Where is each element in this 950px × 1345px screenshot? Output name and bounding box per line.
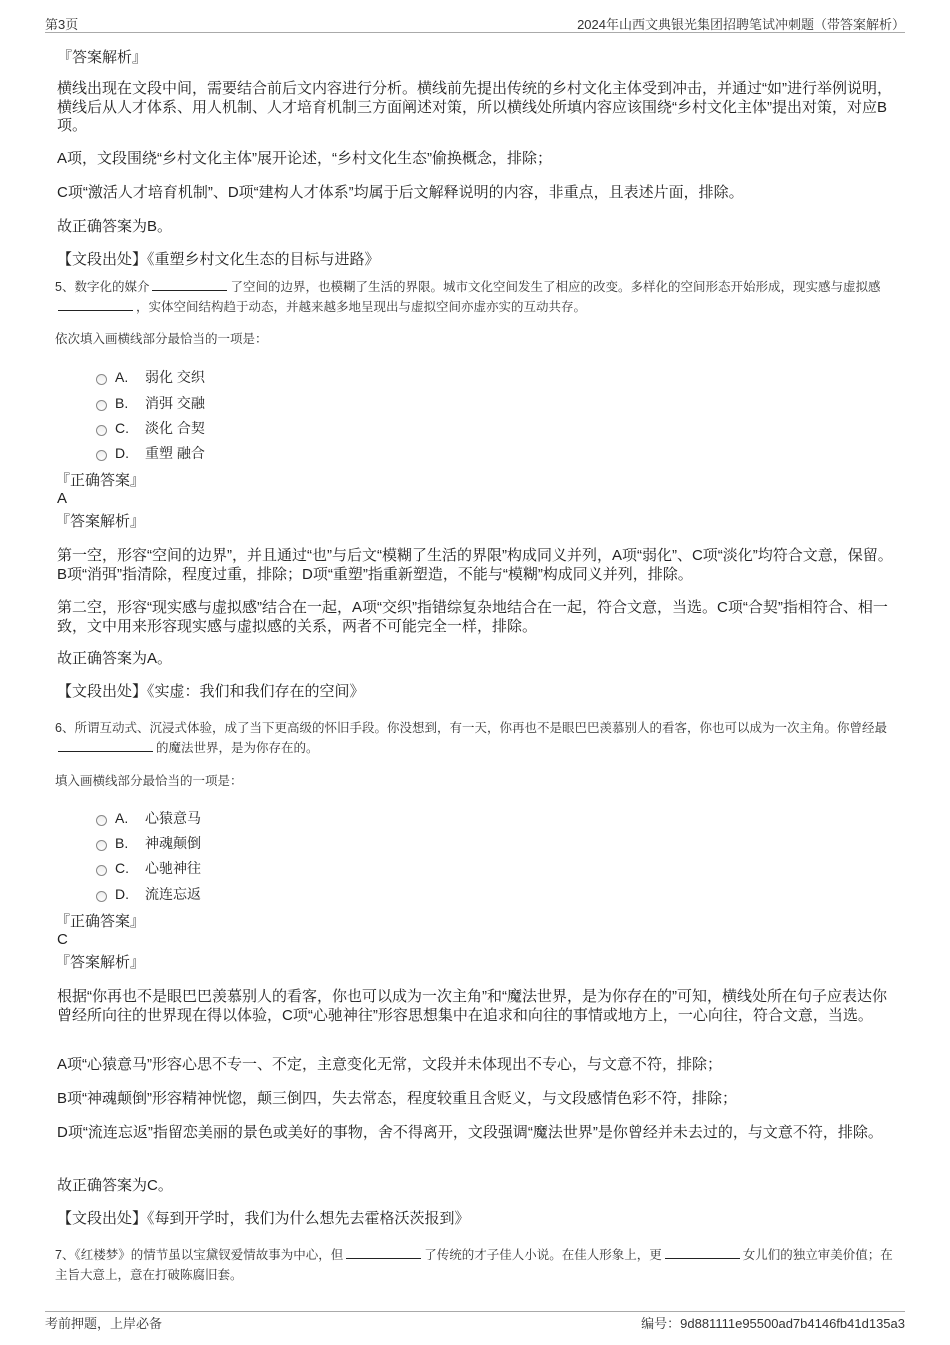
option-b[interactable] (96, 833, 201, 853)
stem-text: 的魔法世界，是为你存在的。 (156, 740, 319, 755)
analysis-conclusion: 故正确答案为C。 (57, 1177, 173, 1194)
question-prompt: 依次填入画横线部分最恰当的一项是： (55, 332, 268, 346)
stem-text: 5、数字化的媒介 (55, 280, 150, 294)
stem-text: 6、所谓互动式、沉浸式体验，成了当下更高级的怀旧手段。你没想到，有一天，你再也不是眼巴巴羡慕别人的看客，你也可以成为一次主角。你曾经最 (55, 721, 887, 735)
blank-line (346, 1246, 421, 1259)
analysis-conclusion: 故正确答案为A。 (57, 650, 173, 667)
blank-line (152, 278, 227, 291)
source-citation: 【文段出处】《重塑乡村文化生态的目标与进路》 (57, 251, 380, 268)
analysis-paragraph: 横线出现在文段中间，需要结合前后文内容进行分析。横线前先提出传统的乡村文化主体受到冲击，并通过“如”进行举例说明，横线后从人才体系、用人机制、人才培育机制三方面阐述对策，所以横线处所填内容应该围绕“乡村文化主体”提出对策，对应B项。 (57, 80, 892, 134)
answer-label: 『正确答案』 (55, 913, 146, 930)
analysis-conclusion: 故正确答案为B。 (57, 218, 173, 235)
analysis-paragraph: 第二空，形容“现实感与虚拟感”结合在一起，A项“交织”指错综复杂地结合在一起，符合文意，当选。C项“合契”指相符合、相一致，文中用来形容现实感与虚拟感的关系，两者不可能完全一样，排除。 (57, 599, 888, 635)
option-letter: D. (115, 886, 129, 902)
question-prompt: 填入画横线部分最恰当的一项是： (55, 774, 243, 788)
stem-text: 了传统的才子佳人小说。在佳人形象上，更 (424, 1248, 662, 1262)
option-a[interactable] (96, 367, 205, 387)
radio-icon[interactable] (96, 400, 107, 411)
document-title: 2024年山西文典银光集团招聘笔试冲刺题（带答案解析） (577, 17, 905, 32)
correct-answer: C (57, 931, 68, 948)
blank-line (58, 298, 133, 311)
option-letter: D. (115, 445, 129, 461)
source-citation: 【文段出处】《每到开学时，我们为什么想先去霍格沃茨报到》 (57, 1210, 470, 1227)
analysis-label: 『答案解析』 (55, 954, 146, 971)
option-c[interactable] (96, 418, 205, 438)
analysis-label: 『答案解析』 (55, 513, 146, 530)
option-letter: A. (115, 369, 129, 385)
analysis-paragraph: 根据“你再也不是眼巴巴羡慕别人的看客，你也可以成为一次主角”和“魔法世界，是为你存在的”可知，横线处所在句子应表达你曾经所向往的世界现在得以体验，C项“心驰神往”形容思想集中在追求和向往的事情或地方上，一心向往，符合文意，当选。 (57, 988, 887, 1024)
document-id: 编号：9d881111e95500ad7b4146fb41d135a3 (641, 1316, 905, 1331)
radio-icon[interactable] (96, 815, 107, 826)
option-letter: A. (115, 810, 129, 826)
footer-divider (45, 1311, 905, 1312)
option-letter: B. (115, 395, 129, 411)
header-divider (45, 32, 905, 33)
option-text: 心猿意马 (145, 810, 201, 826)
option-text: 弱化 交织 (145, 369, 205, 385)
option-text: 流连忘返 (145, 886, 201, 902)
radio-icon[interactable] (96, 865, 107, 876)
stem-text: 了空间的边界，也模糊了生活的界限。城市文化空间发生了相应的改变。多样化的空间形态开始形成，现实感与虚拟感 (230, 280, 881, 294)
option-d[interactable] (96, 884, 201, 904)
option-text: 淡化 合契 (145, 420, 205, 436)
analysis-paragraph: A项“心猿意马”形容心思不专一、不定，主意变化无常，文段并未体现出不专心，与文意不符，排除； (57, 1056, 722, 1073)
option-text: 心驰神往 (145, 860, 201, 876)
stem-text: 女儿们的独立审美价值；在主旨大意上，意在打破陈腐旧套。 (55, 1248, 893, 1282)
radio-icon[interactable] (96, 450, 107, 461)
option-text: 重塑 融合 (145, 445, 205, 461)
option-text: 消弭 交融 (145, 395, 205, 411)
radio-icon[interactable] (96, 374, 107, 385)
correct-answer: A (57, 490, 68, 507)
option-a[interactable] (96, 808, 201, 828)
option-letter: C. (115, 860, 129, 876)
footer-slogan: 考前押题，上岸必备 (45, 1316, 163, 1331)
source-citation: 【文段出处】《实虚：我们和我们存在的空间》 (57, 683, 365, 700)
page-number: 第3页 (45, 17, 79, 32)
option-text: 神魂颠倒 (145, 835, 201, 851)
analysis-paragraph: C项“激活人才培育机制”、D项“建构人才体系”均属于后文解释说明的内容，非重点，且表述片面，排除。 (57, 184, 744, 201)
blank-line (665, 1246, 740, 1259)
answer-label: 『正确答案』 (55, 472, 146, 489)
question-stem (55, 278, 905, 317)
option-letter: B. (115, 835, 129, 851)
question-stem (55, 1246, 905, 1285)
analysis-label: 『答案解析』 (57, 49, 148, 66)
analysis-paragraph: A项，文段围绕“乡村文化主体”展开论述，“乡村文化生态”偷换概念，排除； (57, 150, 552, 167)
analysis-paragraph: D项“流连忘返”指留恋美丽的景色或美好的事物，舍不得离开，文段强调“魔法世界”是你曾经并未去过的，与文意不符，排除。 (57, 1124, 883, 1141)
stem-text: 7、《红楼梦》的情节虽以宝黛钗爱情故事为中心，但 (55, 1248, 344, 1262)
blank-line (58, 739, 153, 752)
analysis-paragraph: 第一空，形容“空间的边界”，并且通过“也”与后文“模糊了生活的界限”构成同义并列，A项“弱化”、C项“淡化”均符合文意，保留。B项“消弭”指清除，程度过重，排除；D项“重塑”指重新塑造，不能与“模糊”构成同义并列，排除。 (57, 547, 893, 583)
option-letter: C. (115, 420, 129, 436)
option-d[interactable] (96, 443, 205, 463)
question-stem (55, 719, 905, 758)
radio-icon[interactable] (96, 840, 107, 851)
stem-text: ，实体空间结构趋于动态，并越来越多地呈现出与虚拟空间亦虚亦实的互动共存。 (136, 299, 587, 314)
analysis-paragraph: B项“神魂颠倒”形容精神恍惚，颠三倒四，失去常态，程度较重且含贬义，与文段感情色彩不符，排除； (57, 1090, 737, 1107)
radio-icon[interactable] (96, 425, 107, 436)
radio-icon[interactable] (96, 891, 107, 902)
option-c[interactable] (96, 858, 201, 878)
option-b[interactable] (96, 393, 205, 413)
